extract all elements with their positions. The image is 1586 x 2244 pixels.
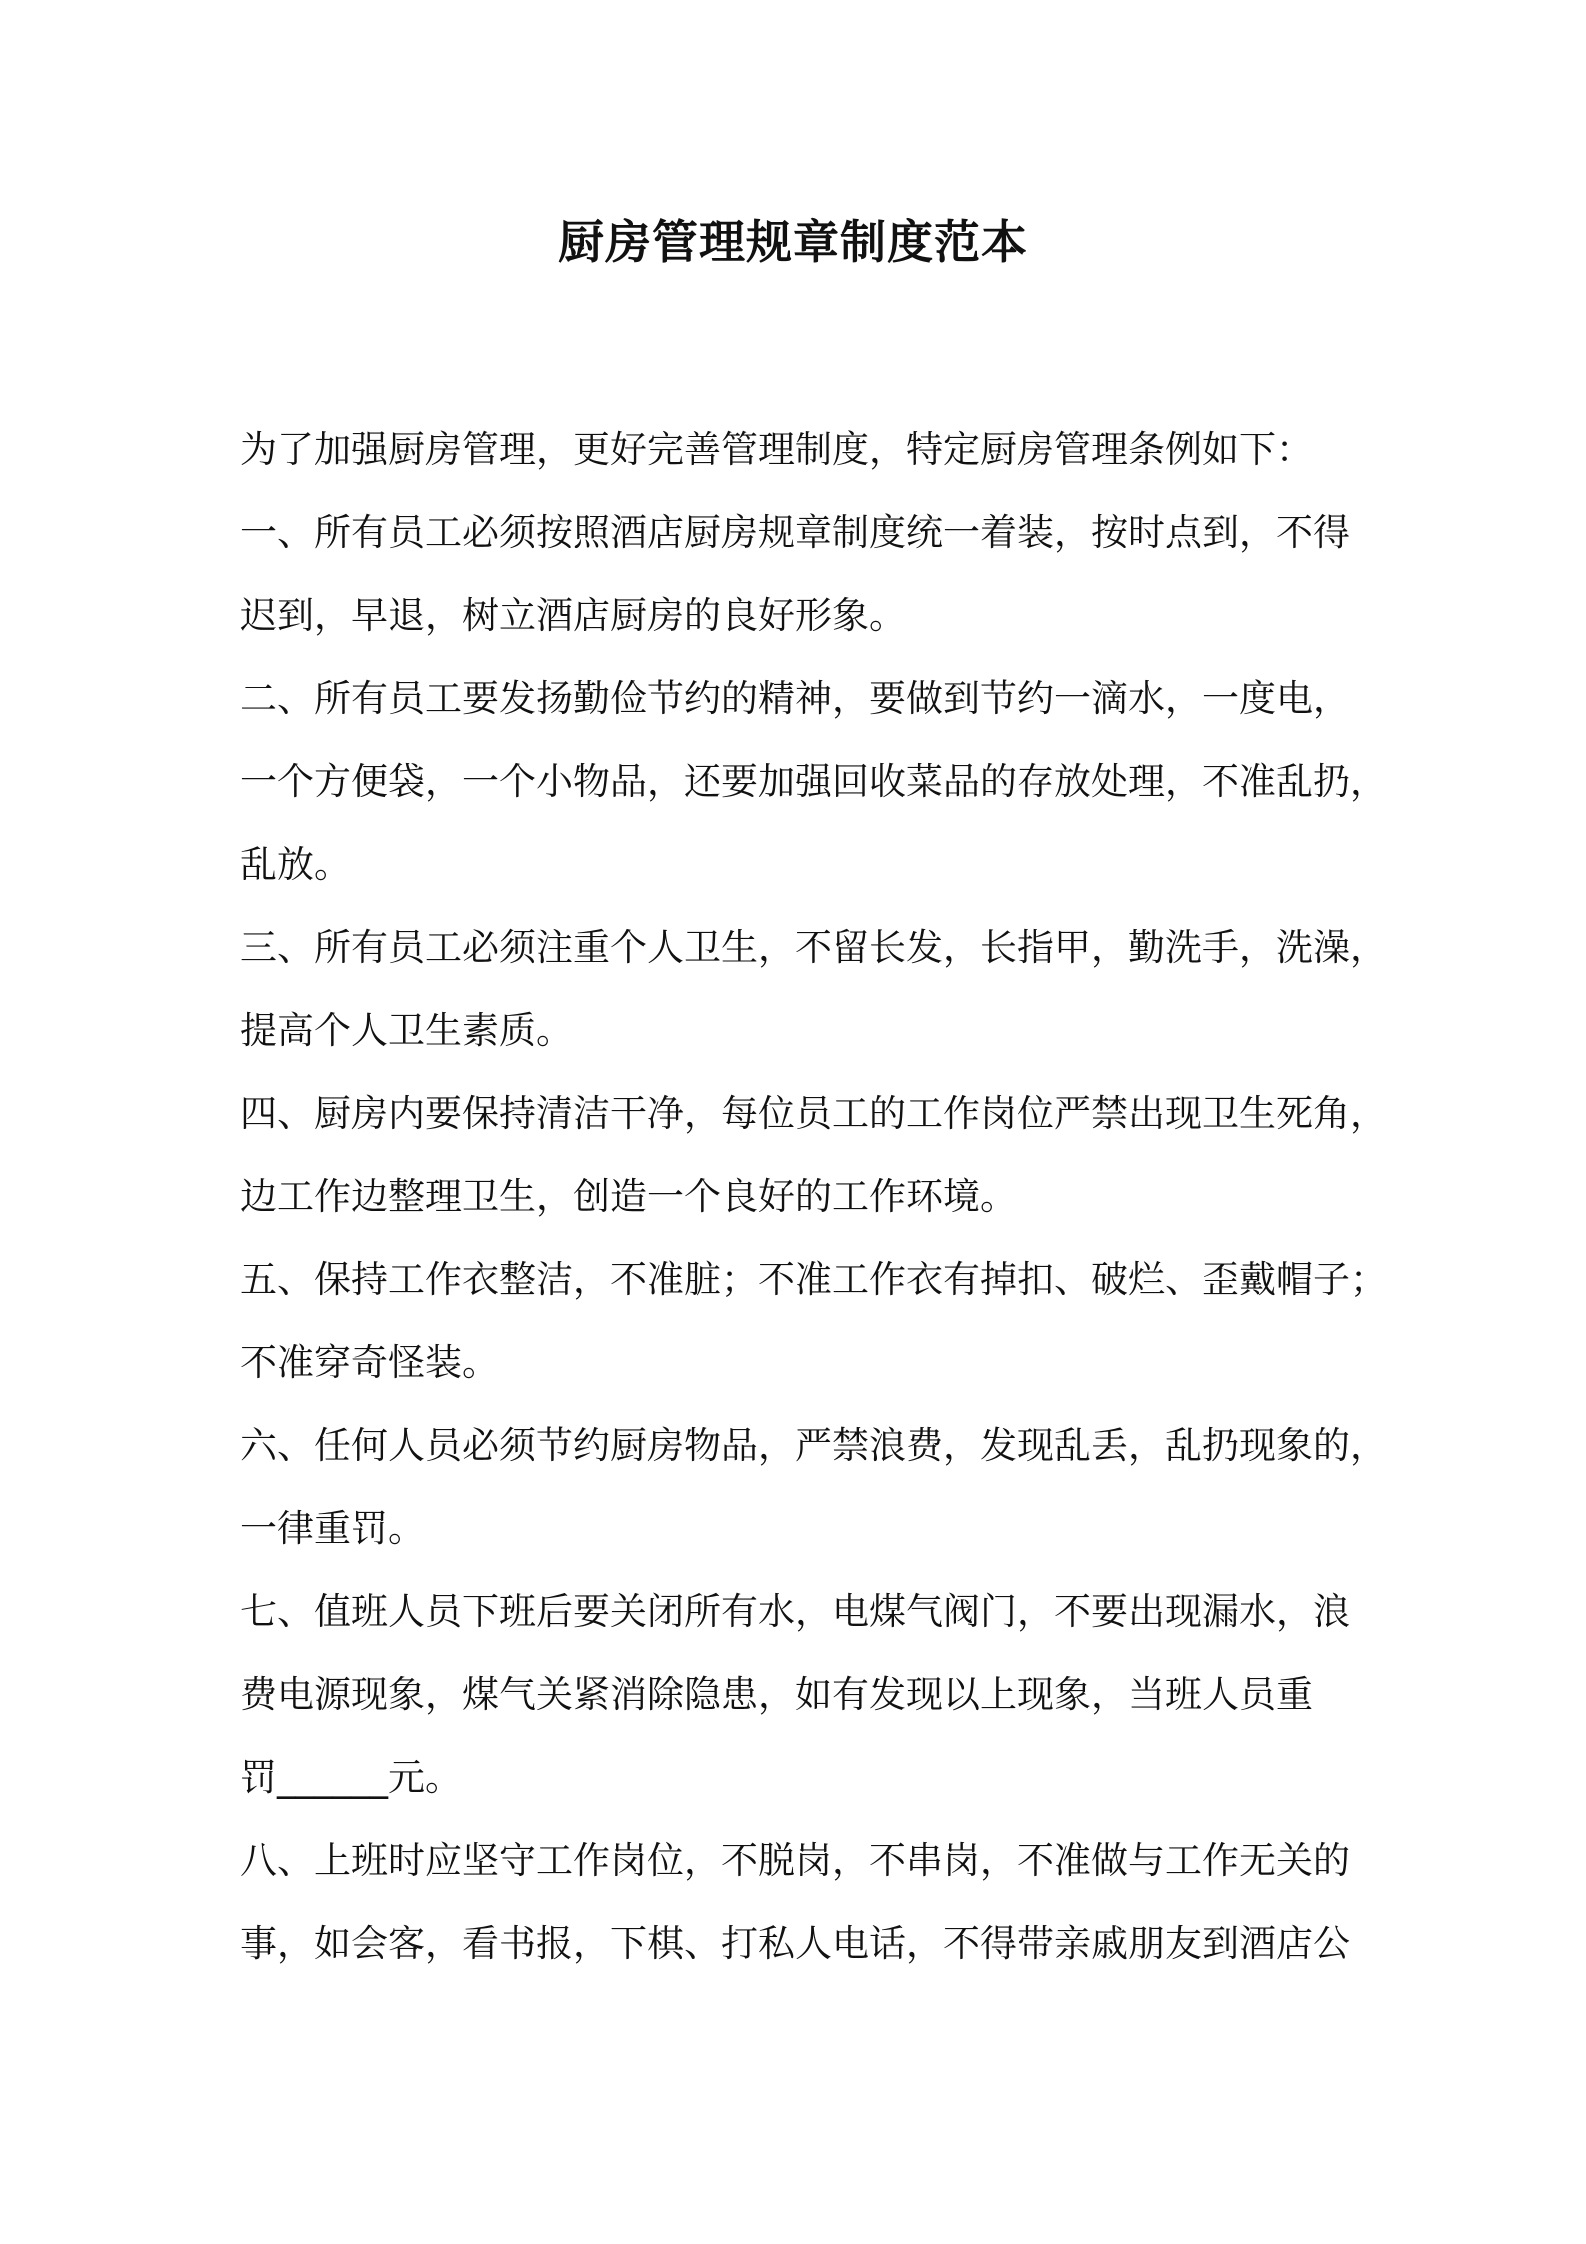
document-body [240, 408, 1387, 1985]
body-line: 三、所有员工必须注重个人卫生，不留长发，长指甲，勤洗手，洗澡， [240, 926, 1387, 969]
body-line: 一律重罚。 [240, 1507, 425, 1550]
body-line: 事，如会客，看书报，下棋、打私人电话，不得带亲戚朋友到酒店公 [240, 1922, 1350, 1965]
body-line: 提高个人卫生素质。 [240, 1009, 573, 1052]
body-line: 二、所有员工要发扬勤俭节约的精神，要做到节约一滴水，一度电， [240, 677, 1350, 720]
body-line: 为了加强厨房管理，更好完善管理制度，特定厨房管理条例如下： [240, 428, 1313, 471]
body-line: 罚______元。 [240, 1756, 462, 1799]
body-line: 四、厨房内要保持清洁干净，每位员工的工作岗位严禁出现卫生死角， [240, 1092, 1387, 1135]
body-line: 不准穿奇怪装。 [240, 1341, 499, 1384]
body-line: 乱放。 [240, 843, 351, 886]
body-line: 八、上班时应坚守工作岗位，不脱岗，不串岗，不准做与工作无关的 [240, 1839, 1350, 1882]
body-line: 一个方便袋，一个小物品，还要加强回收菜品的存放处理，不准乱扔， [240, 760, 1387, 803]
body-line: 六、任何人员必须节约厨房物品，严禁浪费，发现乱丢，乱扔现象的， [240, 1424, 1387, 1467]
body-line: 边工作边整理卫生，创造一个良好的工作环境。 [240, 1175, 1017, 1218]
body-line: 七、值班人员下班后要关闭所有水，电煤气阀门，不要出现漏水，浪 [240, 1590, 1350, 1633]
body-line: 迟到，早退，树立酒店厨房的良好形象。 [240, 594, 906, 637]
document-title: 厨房管理规章制度范本 [558, 215, 1028, 269]
body-line: 五、保持工作衣整洁，不准脏；不准工作衣有掉扣、破烂、歪戴帽子； [240, 1258, 1387, 1301]
body-line: 费电源现象，煤气关紧消除隐患，如有发现以上现象，当班人员重 [240, 1673, 1313, 1716]
body-line: 一、所有员工必须按照酒店厨房规章制度统一着装，按时点到，不得 [240, 511, 1350, 554]
